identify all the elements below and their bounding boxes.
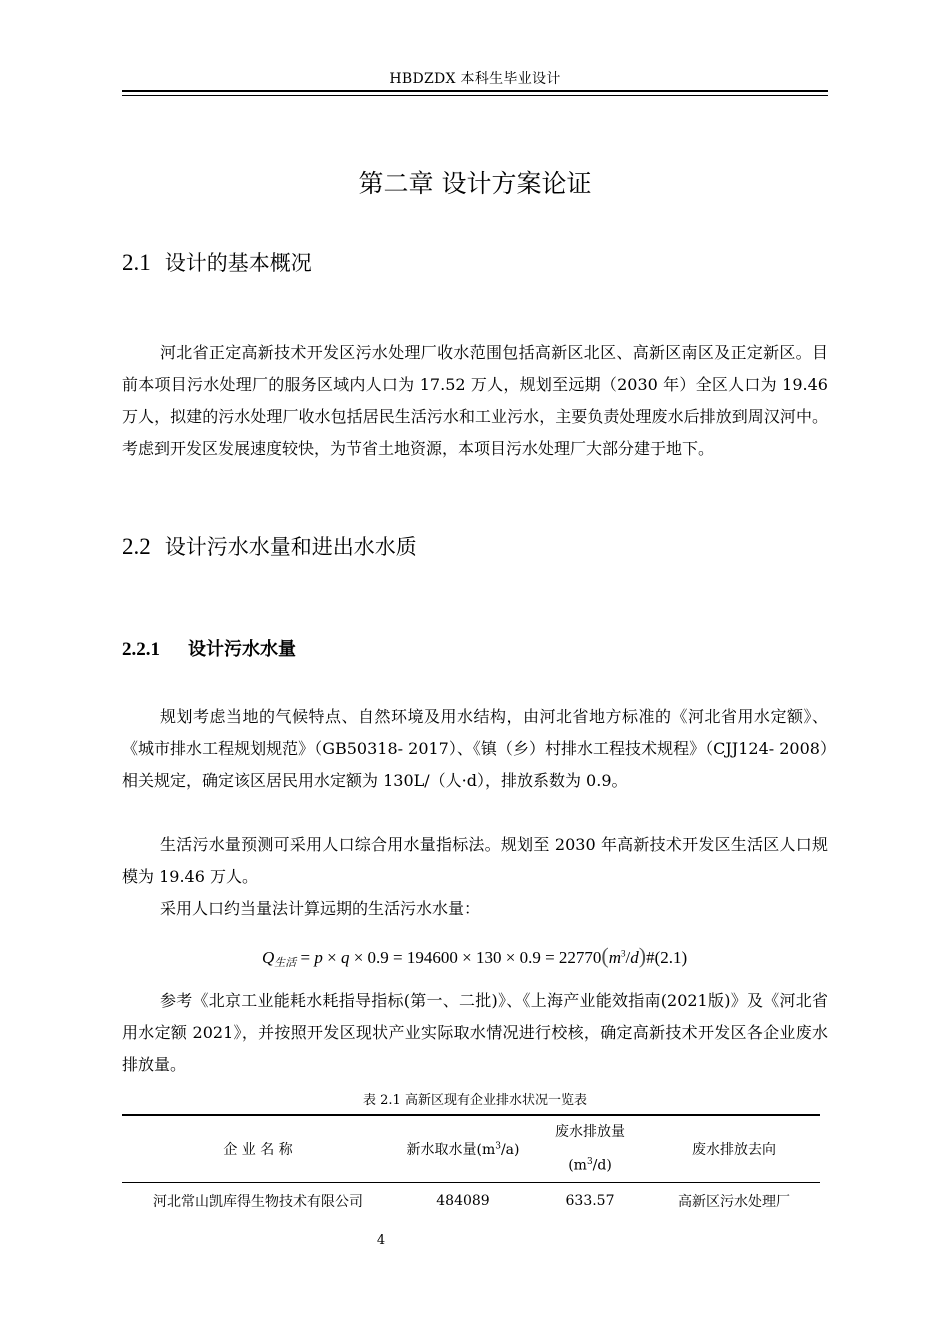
cell-name: 河北常山凯库得生物技术有限公司 xyxy=(153,1194,363,1210)
table-row xyxy=(122,1183,820,1220)
formula-unit-exp: 3 xyxy=(621,948,626,959)
cell-intake: 484089 xyxy=(436,1193,490,1209)
paragraph-reference: 参考《北京工业能耗水耗指导指标(第一、二批)》、《上海产业能效指南(2021版)》及《河北省用水定额 2021》，并按照开发区现状产业实际取水情况进行校核，确定高新技术开发区各企业废水排放量。 xyxy=(122,991,828,1074)
paragraph-method: 采用人口约当量法计算远期的生活污水水量： xyxy=(160,899,481,918)
formula-unit-d: d xyxy=(630,948,639,967)
paragraph-overview: 河北省正定高新技术开发区污水处理厂收水范围包括高新区北区、高新区南区及正定新区。目前本项目污水处理厂的服务区域内人口为 17.52 万人，规划至远期（2030 年）全区人口为 19.46 万人，拟建的污水处理厂收水包括居民生活污水和工业污水，主要负责处理废水后排放到周汉河中。考虑到开发区发展速度较快，为节省土地资源，本项目污水处理厂大部分建于地下。 xyxy=(122,343,828,458)
paragraph-population: 生活污水量预测可采用人口综合用水量指标法。规划至 2030 年高新技术开发区生活区人口规模为 19.46 万人。 xyxy=(122,835,828,886)
col-header-discharge: 废水排放量 $(m^3/d)$ xyxy=(555,1124,625,1174)
section-heading-2-1 xyxy=(122,247,312,277)
formula-q-lower: q xyxy=(340,948,350,967)
formula-calculation: × 0.9 = 194600 × 130 × 0.9 = 22770 xyxy=(349,948,602,967)
formula-times: × xyxy=(322,948,341,967)
paragraph-water-quota: 规划考虑当地的气候特点、自然环境及用水结构，由河北省地方标准的《河北省用水定额》、《城市排水工程规划规范》（GB50318- 2017）、《镇（乡）村排水工程技术规程》（CJJ124- 2008）相关规定，确定该区居民用水定额为 130L/（人·d），排放系数为 0.9。 xyxy=(122,707,828,790)
formula-unit-slash: / xyxy=(625,948,631,967)
formula-rparen: ) xyxy=(638,943,647,968)
page-number: 4 xyxy=(376,1233,386,1248)
section-heading-2-2 xyxy=(122,531,417,561)
enterprise-discharge-table xyxy=(122,1114,820,1219)
subsection-title: 设计污水水量 xyxy=(188,639,296,660)
header-rule-thin xyxy=(122,95,828,96)
table-header-row xyxy=(122,1115,820,1183)
subsection-number: 2.2.1 xyxy=(122,639,160,660)
formula-lparen: ( xyxy=(601,943,609,968)
col-header-intake: 新水取水量$(m^3/a)$ xyxy=(406,1141,520,1158)
section-number: 2.1 xyxy=(122,250,151,275)
subsection-heading-2-2-1 xyxy=(122,635,296,661)
formula-p: p xyxy=(314,948,323,967)
formula-subscript: 生活 xyxy=(274,956,297,969)
col-header-destination: 废水排放去向 xyxy=(692,1142,776,1158)
formula-eq: = xyxy=(296,948,315,967)
col-header-name: 企 业 名 称 xyxy=(223,1142,293,1158)
section-number: 2.2 xyxy=(122,534,151,559)
cell-destination: 高新区污水处理厂 xyxy=(678,1194,790,1210)
formula-tag: #(2.1) xyxy=(646,948,688,967)
section-title: 设计的基本概况 xyxy=(164,251,312,275)
cell-discharge: 633.57 xyxy=(565,1193,615,1209)
formula-q: Q xyxy=(262,948,275,967)
chapter-title: 第二章 设计方案论证 xyxy=(358,169,592,198)
running-header: HBDZDX 本科生毕业设计 xyxy=(389,71,561,87)
section-title: 设计污水水量和进出水水质 xyxy=(164,535,417,559)
formula-2-1 xyxy=(262,943,687,970)
header-rule-thick xyxy=(122,90,828,92)
table-caption: 表 2.1 高新区现有企业排水状况一览表 xyxy=(363,1093,587,1108)
formula-unit-m: m xyxy=(608,948,622,967)
